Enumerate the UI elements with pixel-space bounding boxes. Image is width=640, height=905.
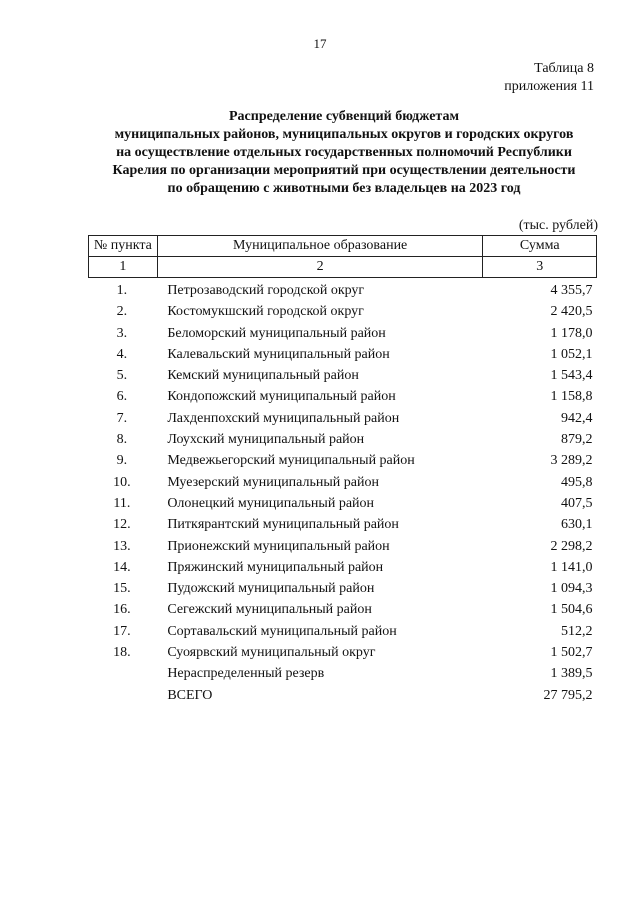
table-row bbox=[89, 429, 597, 450]
table-row bbox=[89, 344, 597, 365]
row-municipality: ВСЕГО bbox=[167, 687, 213, 703]
row-sum: 3 289,2 bbox=[550, 453, 593, 469]
table-row bbox=[89, 578, 597, 599]
row-number: 8. bbox=[116, 432, 128, 448]
row-sum: 1 504,6 bbox=[550, 602, 593, 618]
row-municipality: Олонецкий муниципальный район bbox=[167, 495, 375, 511]
row-municipality: Нераспределенный резерв bbox=[167, 666, 325, 682]
row-sum: 407,5 bbox=[561, 495, 593, 511]
table-header-row bbox=[89, 236, 597, 257]
header-item-number: № пункта bbox=[89, 236, 158, 257]
row-sum: 495,8 bbox=[561, 474, 593, 490]
column-number-1: 1 bbox=[89, 257, 158, 278]
row-sum: 942,4 bbox=[561, 410, 593, 426]
units-label: (тыс. рублей) bbox=[518, 218, 598, 233]
row-number: 5. bbox=[116, 368, 128, 384]
title-line: Карелия по организации мероприятий при осуществлении деятельности bbox=[112, 163, 576, 178]
row-sum: 630,1 bbox=[561, 517, 593, 533]
row-municipality: Пудожский муниципальный район bbox=[167, 581, 375, 597]
row-municipality: Сегежский муниципальный район bbox=[167, 602, 372, 618]
table-row bbox=[89, 536, 597, 557]
table-row bbox=[89, 642, 597, 663]
row-sum: 1 502,7 bbox=[550, 645, 593, 661]
table-row bbox=[89, 663, 597, 684]
header-sum: Сумма bbox=[483, 236, 597, 257]
table-column-numbers-row bbox=[89, 257, 597, 278]
row-municipality: Медвежьегорский муниципальный район bbox=[167, 453, 415, 469]
caption-table-number: Таблица 8 bbox=[534, 61, 594, 76]
row-number: 13. bbox=[113, 538, 131, 554]
table-row bbox=[89, 278, 597, 302]
row-municipality: Питкярантский муниципальный район bbox=[167, 517, 399, 533]
row-municipality: Кондопожский муниципальный район bbox=[167, 389, 396, 405]
table-row bbox=[89, 557, 597, 578]
document-title bbox=[60, 108, 628, 198]
row-municipality: Муезерский муниципальный район bbox=[167, 474, 379, 490]
row-number: 7. bbox=[116, 410, 128, 426]
column-number-2: 2 bbox=[157, 257, 483, 278]
table-row bbox=[89, 621, 597, 642]
table-row bbox=[89, 323, 597, 344]
column-number-3: 3 bbox=[483, 257, 597, 278]
row-municipality: Сортавальский муниципальный район bbox=[167, 623, 397, 639]
header-municipality: Муниципальное образование bbox=[157, 236, 483, 257]
table-row bbox=[89, 408, 597, 429]
row-number: 16. bbox=[113, 602, 131, 618]
row-municipality: Пряжинский муниципальный район bbox=[167, 559, 384, 575]
row-sum: 1 389,5 bbox=[550, 666, 593, 682]
row-sum: 4 355,7 bbox=[550, 283, 593, 298]
row-municipality: Кемский муниципальный район bbox=[167, 368, 359, 384]
row-municipality: Петрозаводский городской округ bbox=[167, 283, 365, 298]
row-sum: 1 141,0 bbox=[550, 559, 593, 575]
title-line: по обращению с животными без владельцев на 2023 год bbox=[167, 181, 521, 196]
row-number: 3. bbox=[116, 325, 128, 341]
row-sum: 27 795,2 bbox=[543, 687, 593, 703]
table-row bbox=[89, 472, 597, 493]
table-row bbox=[89, 365, 597, 386]
row-sum: 1 052,1 bbox=[550, 346, 593, 362]
row-municipality: Калевальский муниципальный район bbox=[167, 346, 390, 362]
table-row bbox=[89, 685, 597, 706]
table-row bbox=[89, 450, 597, 471]
title-line: Распределение субвенций бюджетам bbox=[229, 109, 459, 124]
row-municipality: Костомукшский городской округ bbox=[167, 304, 364, 320]
row-sum: 512,2 bbox=[561, 623, 593, 639]
row-number: 10. bbox=[113, 474, 131, 490]
table-caption bbox=[504, 60, 594, 96]
row-number: 1. bbox=[116, 283, 128, 298]
row-municipality: Суоярвский муниципальный округ bbox=[167, 645, 376, 661]
row-number: 17. bbox=[113, 623, 131, 639]
table-body bbox=[89, 278, 597, 706]
row-number: 6. bbox=[116, 389, 128, 405]
row-sum: 2 298,2 bbox=[550, 538, 593, 554]
row-municipality: Лоухский муниципальный район bbox=[167, 432, 365, 448]
row-number: 2. bbox=[116, 304, 128, 320]
row-sum: 2 420,5 bbox=[550, 304, 593, 320]
title-line: на осуществление отдельных государственных полномочий Республики bbox=[116, 145, 572, 160]
row-number: 9. bbox=[116, 453, 128, 469]
row-number: 14. bbox=[113, 559, 131, 575]
row-number: 12. bbox=[113, 517, 131, 533]
table-row bbox=[89, 514, 597, 535]
table-row bbox=[89, 386, 597, 407]
row-number: 15. bbox=[113, 581, 131, 597]
row-municipality: Лахденпохский муниципальный район bbox=[167, 410, 400, 426]
page-number: 17 bbox=[313, 36, 327, 51]
row-sum: 879,2 bbox=[561, 432, 593, 448]
table-row bbox=[89, 493, 597, 514]
row-number: 4. bbox=[116, 346, 128, 362]
row-number bbox=[89, 663, 158, 684]
row-sum: 1 158,8 bbox=[550, 389, 593, 405]
title-line: муниципальных районов, муниципальных округов и городских округов bbox=[114, 127, 574, 142]
row-sum: 1 178,0 bbox=[550, 325, 593, 341]
subventions-table bbox=[88, 235, 597, 706]
row-number: 11. bbox=[113, 495, 131, 511]
row-municipality: Прионежский муниципальный район bbox=[167, 538, 390, 554]
caption-appendix: приложения 11 bbox=[504, 79, 594, 94]
row-number: 18. bbox=[113, 645, 131, 661]
row-sum: 1 094,3 bbox=[550, 581, 593, 597]
table-row bbox=[89, 301, 597, 322]
row-number bbox=[89, 685, 158, 706]
table-row bbox=[89, 599, 597, 620]
row-municipality: Беломорский муниципальный район bbox=[167, 325, 386, 341]
row-sum: 1 543,4 bbox=[550, 368, 593, 384]
